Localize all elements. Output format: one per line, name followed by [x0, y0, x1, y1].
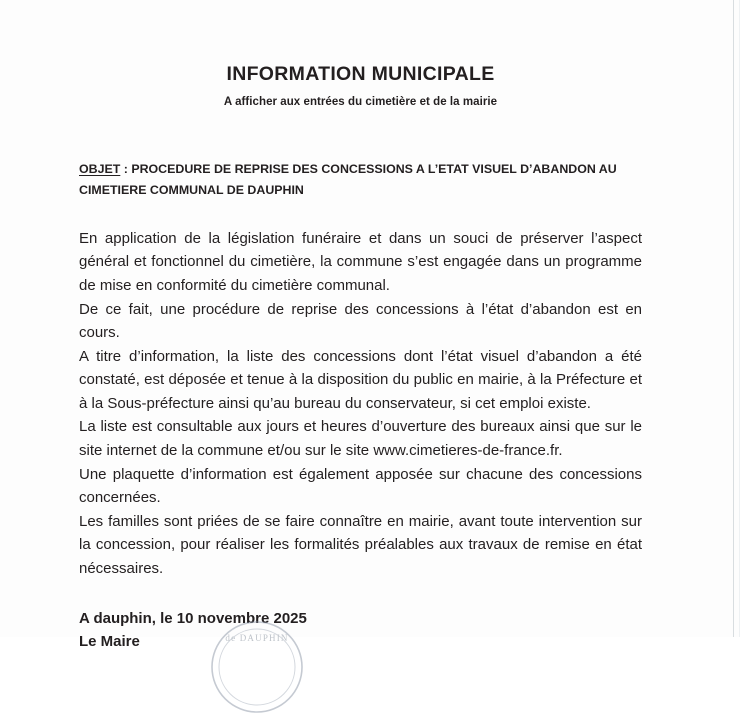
body-paragraph: En application de la législation funéraire et dans un souci de préserver l’aspect général et fonctionnel du cimetière, la commune s’est engagée dans un programme de mise en conformité du cimetière communal. [79, 229, 642, 294]
document-content [79, 0, 642, 654]
body-paragraph: Les familles sont priées de se faire connaître en mairie, avant toute intervention sur la concession, pour réaliser les formalités préalables aux travaux de remise en état nécessaires. [79, 512, 642, 578]
signature-block [79, 607, 642, 654]
page-title: INFORMATION MUNICIPALE [226, 63, 495, 85]
signature-signer: Le Maire [79, 633, 140, 651]
objet-separator: : [120, 162, 132, 177]
page-subtitle: A afficher aux entrées du cimetière et de la mairie [223, 96, 498, 109]
body-paragraph: De ce fait, une procédure de reprise des concessions à l’état d’abandon est en cours. [79, 300, 642, 342]
objet-label: OBJET [79, 162, 121, 177]
objet-line [79, 159, 642, 202]
body-paragraph: Une plaquette d’information est également apposée sur chacune des concessions concernées. [79, 465, 642, 507]
signature-place-date: A dauphin, le 10 novembre 2025 [79, 609, 307, 627]
body-paragraph: A titre d’information, la liste des concessions dont l’état visuel d’abandon a été constaté, est déposée et tenue à la disposition du public en mairie, à la Préfecture et à la Sous-préfecture ainsi qu’au bureau du conservateur, si cet emploi existe. [79, 347, 642, 412]
objet-text: PROCEDURE DE REPRISE DES CONCESSIONS A L’ETAT VISUEL D’ABANDON AU CIMETIERE COMMUNAL DE DAUPHIN [79, 162, 617, 198]
document-header [79, 0, 642, 109]
document-body [79, 227, 642, 581]
body-paragraph: La liste est consultable aux jours et heures d’ouverture des bureaux ainsi que sur le site internet de la commune et/ou sur le site www.cimetieres-de-france.fr. [79, 418, 642, 460]
svg-text:de DAUPHIN: de DAUPHIN [225, 633, 289, 643]
page-edge-line [733, 0, 734, 637]
